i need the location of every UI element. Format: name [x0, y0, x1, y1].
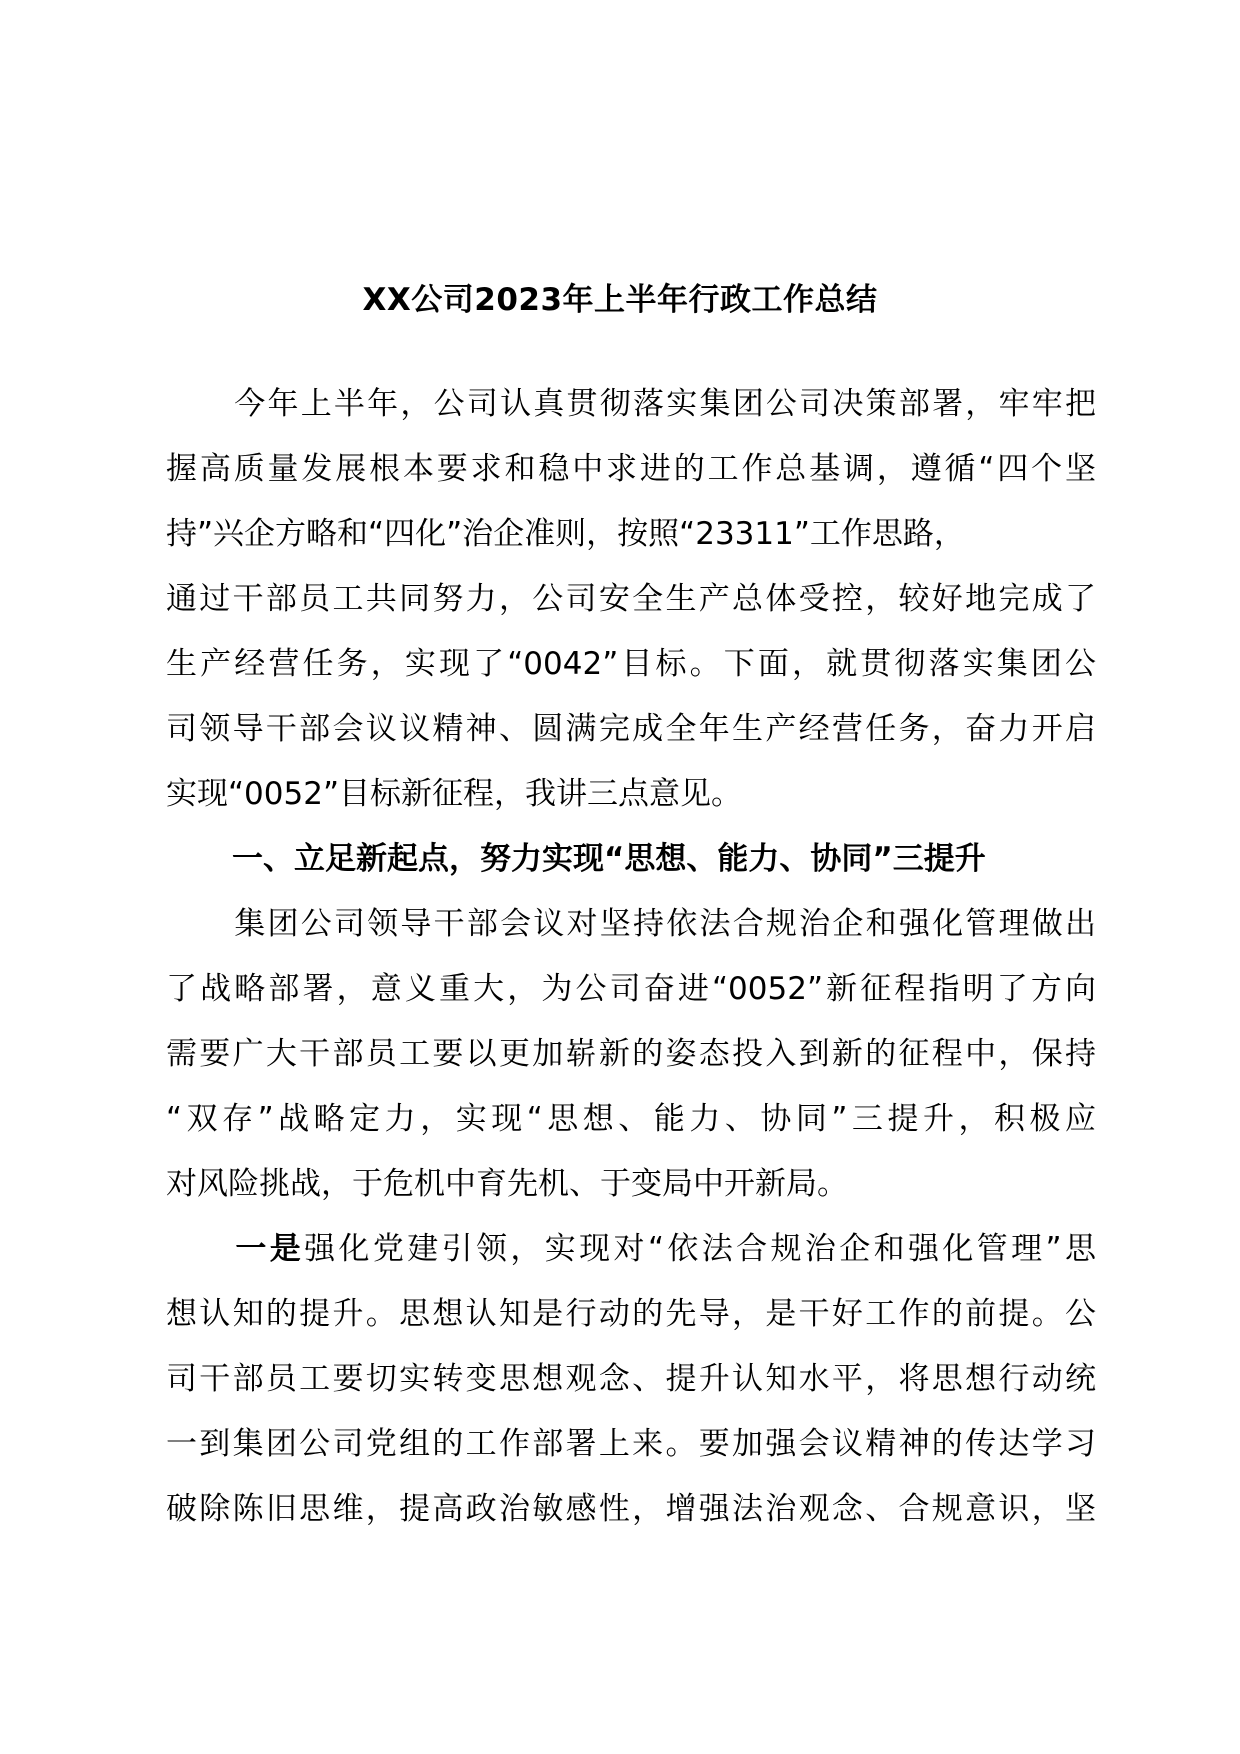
- paragraph-line: [166, 1282, 1096, 1347]
- line-text: 对风险挑战，于危机中育先机、于变局中开新局。: [166, 1166, 848, 1202]
- line-text: 想认知的提升。思想认知是行动的先导，是干好工作的前提。公: [166, 1296, 1096, 1332]
- document-title: XX公司2023年上半年行政工作总结: [362, 282, 878, 318]
- line-text: 司干部员工要切实转变思想观念、提升认知水平，将思想行动统: [166, 1361, 1096, 1397]
- line-text: “双存”战略定力，实现“思想、能力、协同”三提升，积极应: [166, 1101, 1096, 1137]
- line-text: 一到集团公司党组的工作部署上来。要加强会议精神的传达学习: [166, 1426, 1096, 1462]
- line-text: 一、立足新起点，努力实现“思想、能力、协同”三提升: [232, 841, 986, 877]
- paragraph-line: [166, 372, 1096, 437]
- paragraph-line: [166, 697, 1096, 762]
- section-heading: [166, 827, 1096, 892]
- line-text: 需要广大干部员工要以更加崭新的姿态投入到新的征程中，保持: [166, 1036, 1096, 1072]
- line-text: 通过干部员工共同努力，公司安全生产总体受控，较好地完成了: [166, 581, 1096, 617]
- line-text: 集团公司领导干部会议对坚持依法合规治企和强化管理做出: [232, 906, 1096, 942]
- bold-lead-text: 一是: [232, 1231, 305, 1267]
- paragraph-line: [166, 1022, 1096, 1087]
- line-text: 强化党建引领，实现对“依法合规治企和强化管理”思: [304, 1231, 1096, 1267]
- paragraph-line: [166, 1412, 1096, 1477]
- line-text: 持”兴企方略和“四化”治企准则，按照“23311”工作思路，: [166, 516, 965, 552]
- line-text: 实现“0052”目标新征程，我讲三点意见。: [166, 776, 743, 812]
- paragraph-line: [166, 1217, 1096, 1282]
- paragraph-line: [166, 892, 1096, 957]
- line-text: 生产经营任务，实现了“0042”目标。下面，就贯彻落实集团公: [166, 646, 1096, 682]
- line-text: 握高质量发展根本要求和稳中求进的工作总基调，遵循“四个坚: [166, 451, 1096, 487]
- paragraph-line: [166, 632, 1096, 697]
- paragraph-line: [166, 762, 1096, 827]
- line-text: 今年上半年，公司认真贯彻落实集团公司决策部署，牢牢把: [232, 386, 1096, 422]
- line-text: 了战略部署，意义重大，为公司奋进“0052”新征程指明了方向: [166, 971, 1096, 1007]
- paragraph-line: [166, 502, 1096, 567]
- paragraph-line: [166, 1087, 1096, 1152]
- paragraph-line: [166, 1152, 1096, 1217]
- paragraph-line: [166, 957, 1096, 1022]
- paragraph-line: [166, 1477, 1096, 1542]
- document-body: [166, 372, 1096, 1542]
- paragraph-line: [166, 567, 1096, 632]
- line-text: 破除陈旧思维，提高政治敏感性，增强法治观念、合规意识，坚: [166, 1491, 1096, 1527]
- line-text: 司领导干部会议议精神、圆满完成全年生产经营任务，奋力开启: [166, 711, 1096, 747]
- paragraph-line: [166, 1347, 1096, 1412]
- paragraph-line: [166, 437, 1096, 502]
